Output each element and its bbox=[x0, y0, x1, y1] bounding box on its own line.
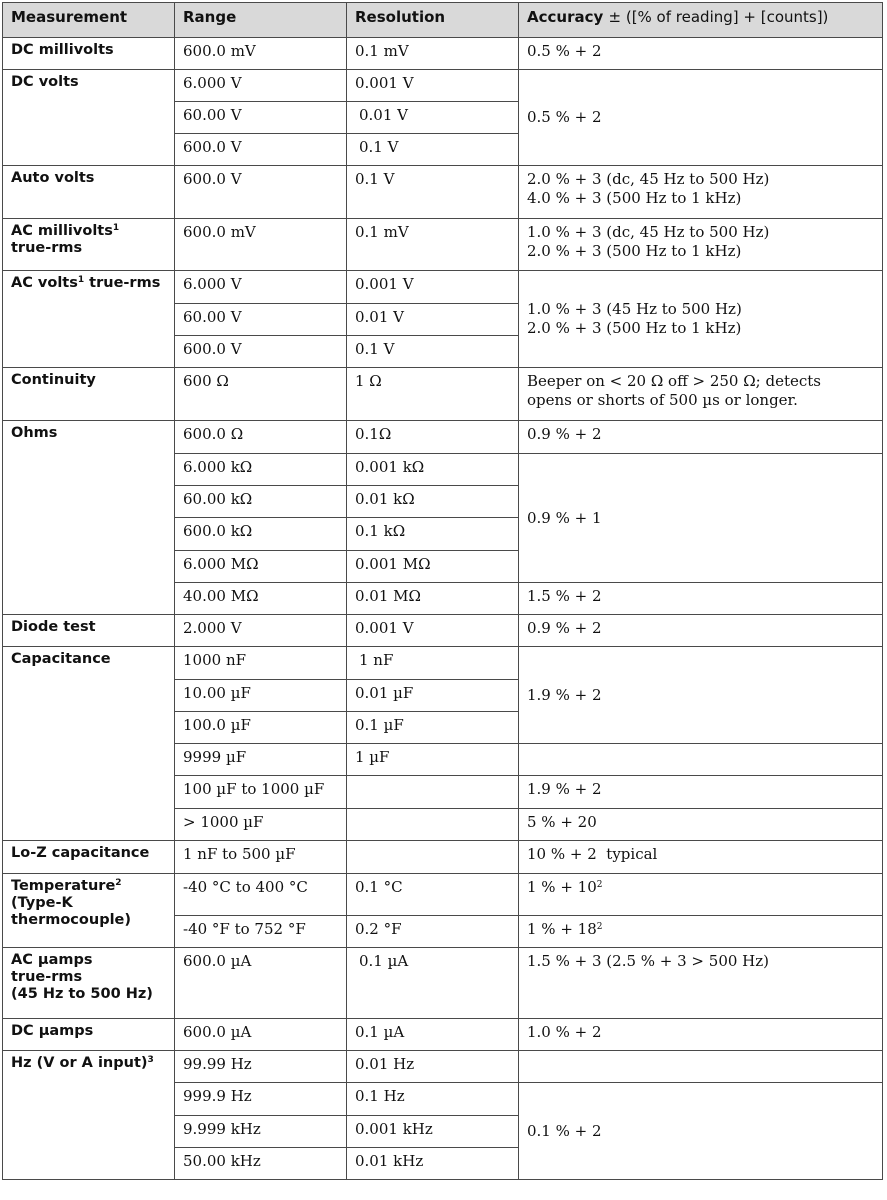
measurement-subname: (Type-K bbox=[11, 895, 73, 911]
range-cell: -40 °F to 752 °F bbox=[175, 916, 347, 948]
measurement-name: AC volts bbox=[11, 275, 78, 291]
range-cell: 600.0 mV bbox=[175, 219, 347, 271]
accuracy-line: 1.0 % + 3 (45 Hz to 500 Hz) bbox=[527, 300, 742, 318]
range-cell: 6.000 V bbox=[175, 70, 347, 102]
range-cell: 60.00 V bbox=[175, 102, 347, 134]
measurement-ac-microamps bbox=[3, 948, 175, 1019]
range-cell: > 1000 µF bbox=[175, 809, 347, 841]
range-cell: 1000 nF bbox=[175, 647, 347, 680]
measurement-diode-test: Diode test bbox=[3, 615, 175, 647]
measurement-ac-volts bbox=[3, 271, 175, 368]
accuracy-cell bbox=[519, 219, 883, 271]
resolution-cell: 0.001 kHz bbox=[347, 1116, 519, 1148]
range-cell: 9999 µF bbox=[175, 744, 347, 776]
accuracy-cell bbox=[519, 916, 883, 948]
measurement-name: AC millivolts bbox=[11, 223, 113, 239]
accuracy-cell: 1.5 % + 2 bbox=[519, 583, 883, 615]
specifications-table bbox=[2, 2, 883, 1180]
measurement-subname: true-rms bbox=[84, 275, 161, 291]
range-cell: 600.0 V bbox=[175, 166, 347, 219]
resolution-cell: 1 Ω bbox=[347, 368, 519, 421]
accuracy-cell: 1.9 % + 2 bbox=[519, 776, 883, 809]
resolution-cell: 0.01 µF bbox=[347, 680, 519, 712]
range-cell: 999.9 Hz bbox=[175, 1083, 347, 1116]
accuracy-line: 1.0 % + 3 (dc, 45 Hz to 500 Hz) bbox=[527, 223, 770, 241]
table-row bbox=[3, 166, 883, 219]
range-cell: 6.000 V bbox=[175, 271, 347, 304]
header-row bbox=[3, 3, 883, 38]
resolution-cell: 0.1 µA bbox=[347, 1019, 519, 1051]
resolution-cell: 0.1 V bbox=[347, 166, 519, 219]
resolution-cell: 0.01 Hz bbox=[347, 1051, 519, 1083]
accuracy-cell: 0.9 % + 2 bbox=[519, 615, 883, 647]
range-cell: 6.000 MΩ bbox=[175, 551, 347, 583]
range-cell: 600 Ω bbox=[175, 368, 347, 421]
range-cell: 9.999 kHz bbox=[175, 1116, 347, 1148]
table-row bbox=[3, 271, 883, 304]
range-cell: 10.00 µF bbox=[175, 680, 347, 712]
range-cell: 600.0 Ω bbox=[175, 421, 347, 454]
range-cell: 60.00 V bbox=[175, 304, 347, 336]
resolution-cell: 0.1 V bbox=[347, 134, 519, 166]
accuracy-line: Beeper on < 20 Ω off > 250 Ω; detects bbox=[527, 372, 822, 390]
resolution-cell: 0.01 V bbox=[347, 102, 519, 134]
accuracy-cell: 0.5 % + 2 bbox=[519, 38, 883, 70]
accuracy-line: 2.0 % + 3 (500 Hz to 1 kHz) bbox=[527, 319, 742, 337]
table-row bbox=[3, 647, 883, 680]
resolution-cell: 0.01 kΩ bbox=[347, 486, 519, 518]
measurement-temperature bbox=[3, 874, 175, 948]
measurement-lo-z-capacitance: Lo-Z capacitance bbox=[3, 841, 175, 874]
resolution-cell bbox=[347, 809, 519, 841]
accuracy-line: 2.0 % + 3 (500 Hz to 1 kHz) bbox=[527, 242, 742, 260]
accuracy-line: 4.0 % + 3 (500 Hz to 1 kHz) bbox=[527, 189, 742, 207]
accuracy-cell: 1.9 % + 2 bbox=[519, 647, 883, 744]
measurement-subname: thermocouple) bbox=[11, 912, 132, 928]
resolution-cell bbox=[347, 776, 519, 809]
resolution-cell: 0.001 kΩ bbox=[347, 454, 519, 486]
table-row bbox=[3, 1019, 883, 1051]
footnote-marker: 1 bbox=[112, 223, 120, 233]
measurement-continuity: Continuity bbox=[3, 368, 175, 421]
measurement-name: Temperature bbox=[11, 878, 116, 894]
accuracy-cell: 0.5 % + 2 bbox=[519, 70, 883, 166]
table-row bbox=[3, 874, 883, 916]
footnote-marker: 2 bbox=[596, 880, 603, 890]
resolution-cell: 1 µF bbox=[347, 744, 519, 776]
range-cell: 600.0 µA bbox=[175, 1019, 347, 1051]
accuracy-cell: 0.9 % + 2 bbox=[519, 421, 883, 454]
accuracy-cell bbox=[519, 1051, 883, 1083]
header-resolution: Resolution bbox=[347, 3, 519, 38]
accuracy-cell bbox=[519, 368, 883, 421]
accuracy-cell: 10 % + 2 typical bbox=[519, 841, 883, 874]
accuracy-text: 1 % + 18 bbox=[527, 920, 597, 938]
resolution-cell: 0.1 Hz bbox=[347, 1083, 519, 1116]
range-cell: 600.0 µA bbox=[175, 948, 347, 1019]
table-row bbox=[3, 841, 883, 874]
measurement-dc-volts: DC volts bbox=[3, 70, 175, 166]
range-cell: 600.0 V bbox=[175, 134, 347, 166]
resolution-cell: 0.001 V bbox=[347, 271, 519, 304]
table-row bbox=[3, 368, 883, 421]
footnote-marker: 2 bbox=[115, 878, 122, 888]
resolution-cell: 0.01 MΩ bbox=[347, 583, 519, 615]
accuracy-cell: 0.9 % + 1 bbox=[519, 454, 883, 583]
resolution-cell: 0.01 kHz bbox=[347, 1148, 519, 1180]
range-cell: 1 nF to 500 µF bbox=[175, 841, 347, 874]
accuracy-line: 2.0 % + 3 (dc, 45 Hz to 500 Hz) bbox=[527, 170, 770, 188]
table-row bbox=[3, 70, 883, 102]
range-cell: 40.00 MΩ bbox=[175, 583, 347, 615]
accuracy-cell bbox=[519, 166, 883, 219]
range-cell: 600.0 kΩ bbox=[175, 518, 347, 551]
accuracy-cell: 1.5 % + 3 (2.5 % + 3 > 500 Hz) bbox=[519, 948, 883, 1019]
table-row bbox=[3, 38, 883, 70]
range-cell: 100 µF to 1000 µF bbox=[175, 776, 347, 809]
resolution-cell bbox=[347, 841, 519, 874]
range-cell: 2.000 V bbox=[175, 615, 347, 647]
resolution-cell: 0.1 µF bbox=[347, 712, 519, 744]
measurement-ac-millivolts bbox=[3, 219, 175, 271]
range-cell: -40 °C to 400 °C bbox=[175, 874, 347, 916]
header-accuracy bbox=[519, 3, 883, 38]
measurement-name: AC µamps bbox=[11, 952, 93, 968]
footnote-marker: 2 bbox=[596, 922, 603, 932]
accuracy-cell bbox=[519, 874, 883, 916]
range-cell: 50.00 kHz bbox=[175, 1148, 347, 1180]
table-row bbox=[3, 948, 883, 1019]
resolution-cell: 1 nF bbox=[347, 647, 519, 680]
header-accuracy-rest: ± ([% of reading] + [counts]) bbox=[608, 8, 829, 26]
footnote-marker: 1 bbox=[77, 275, 85, 285]
resolution-cell: 0.01 V bbox=[347, 304, 519, 336]
range-cell: 600.0 mV bbox=[175, 38, 347, 70]
range-cell: 6.000 kΩ bbox=[175, 454, 347, 486]
resolution-cell: 0.1 mV bbox=[347, 38, 519, 70]
resolution-cell: 0.001 V bbox=[347, 70, 519, 102]
measurement-frequency bbox=[3, 1051, 175, 1180]
accuracy-line: opens or shorts of 500 µs or longer. bbox=[527, 391, 798, 409]
header-accuracy-bold: Accuracy bbox=[527, 8, 604, 26]
table-row bbox=[3, 421, 883, 454]
range-cell: 100.0 µF bbox=[175, 712, 347, 744]
resolution-cell: 0.001 MΩ bbox=[347, 551, 519, 583]
table-row bbox=[3, 1051, 883, 1083]
measurement-ohms: Ohms bbox=[3, 421, 175, 615]
accuracy-cell: 0.1 % + 2 bbox=[519, 1083, 883, 1180]
measurement-name: Hz (V or A input) bbox=[11, 1055, 148, 1071]
measurement-auto-volts: Auto volts bbox=[3, 166, 175, 219]
accuracy-cell bbox=[519, 271, 883, 368]
header-range: Range bbox=[175, 3, 347, 38]
measurement-capacitance: Capacitance bbox=[3, 647, 175, 841]
resolution-cell: 0.2 °F bbox=[347, 916, 519, 948]
resolution-cell: 0.1 mV bbox=[347, 219, 519, 271]
resolution-cell: 0.001 V bbox=[347, 615, 519, 647]
measurement-subname: true-rms bbox=[11, 969, 83, 985]
accuracy-cell: 5 % + 20 bbox=[519, 809, 883, 841]
range-cell: 600.0 V bbox=[175, 336, 347, 368]
resolution-cell: 0.1 kΩ bbox=[347, 518, 519, 551]
range-cell: 60.00 kΩ bbox=[175, 486, 347, 518]
accuracy-cell: 1.0 % + 2 bbox=[519, 1019, 883, 1051]
accuracy-cell bbox=[519, 744, 883, 776]
footnote-marker: 3 bbox=[147, 1055, 154, 1065]
resolution-cell: 0.1 V bbox=[347, 336, 519, 368]
header-measurement: Measurement bbox=[3, 3, 175, 38]
accuracy-text: 1 % + 10 bbox=[527, 878, 597, 896]
resolution-cell: 0.1Ω bbox=[347, 421, 519, 454]
measurement-dc-microamps: DC µamps bbox=[3, 1019, 175, 1051]
resolution-cell: 0.1 °C bbox=[347, 874, 519, 916]
measurement-dc-millivolts: DC millivolts bbox=[3, 38, 175, 70]
table-row bbox=[3, 219, 883, 271]
measurement-subname: (45 Hz to 500 Hz) bbox=[11, 986, 153, 1002]
resolution-cell: 0.1 µA bbox=[347, 948, 519, 1019]
table-row bbox=[3, 615, 883, 647]
range-cell: 99.99 Hz bbox=[175, 1051, 347, 1083]
measurement-subname: true-rms bbox=[11, 240, 83, 256]
